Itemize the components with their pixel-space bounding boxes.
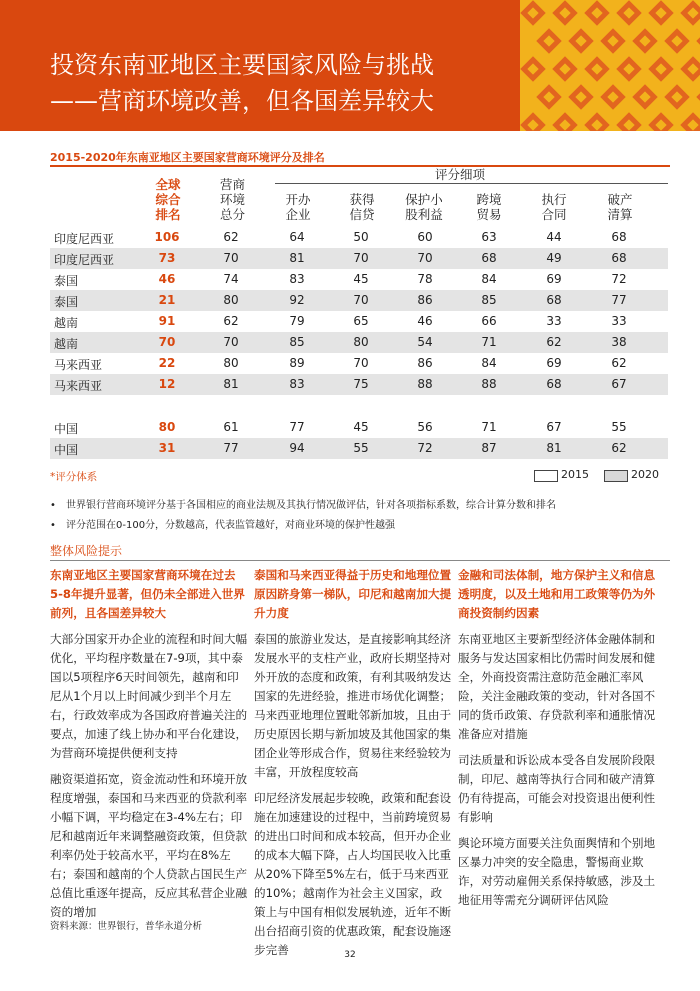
legend-swatch-2015 (534, 470, 558, 482)
row-val-protect-investors: 86 (417, 356, 433, 370)
text-column-2 (254, 566, 452, 967)
row-val-protect-investors: 72 (417, 441, 433, 455)
row-total: 80 (223, 293, 239, 307)
header-start-business (276, 192, 320, 222)
row-val-trading: 68 (481, 251, 497, 265)
scoring-system-label: *评分体系 (50, 471, 98, 483)
row-total: 62 (223, 230, 239, 244)
table-row (50, 332, 668, 353)
header-protect-investors-line1: 保护小 (405, 192, 443, 207)
pattern-tile (584, 0, 609, 25)
header-enforcing-contracts-line2: 合同 (541, 207, 567, 222)
note-item (50, 516, 395, 531)
row-val-protect-investors: 70 (417, 251, 433, 265)
row-country: 中国 (54, 443, 79, 457)
header-start-business-line1: 开办 (285, 192, 311, 207)
row-rank: 80 (158, 420, 176, 434)
row-val-contracts: 68 (546, 377, 562, 391)
column-paragraph: 东南亚地区主要新型经济体金融体制和服务与发达国家相比仍需时间发展和健全，外商投资需注意防范金融汇率风险，关注金融政策的变动，针对各国不同的货币政策、存贷款利率和通胀情况准备应对措施 (458, 632, 656, 741)
row-val-trading: 85 (481, 293, 497, 307)
row-val-contracts: 67 (546, 420, 562, 434)
pattern-tile (536, 28, 561, 53)
row-val-start-business: 83 (289, 377, 305, 391)
section-rule (50, 560, 670, 561)
row-country: 马来西亚 (54, 379, 103, 393)
decorative-pattern (520, 0, 700, 131)
note-item (50, 496, 556, 511)
sub-items-rule (275, 183, 668, 184)
row-rank: 31 (158, 441, 176, 455)
row-val-trading: 84 (481, 356, 497, 370)
pattern-tile (520, 56, 545, 81)
row-country: 越南 (54, 316, 79, 330)
header-resolving-insolvency (598, 192, 642, 222)
page-title (50, 47, 520, 119)
row-total: 70 (223, 251, 239, 265)
pattern-tile (696, 28, 700, 53)
table-row (50, 438, 668, 459)
row-val-start-business: 81 (289, 251, 305, 265)
pattern-tile (600, 28, 625, 53)
row-country: 越南 (54, 337, 79, 351)
row-rank: 106 (154, 230, 180, 244)
bullet-icon: • (50, 520, 56, 531)
row-val-getting-credit: 65 (353, 314, 369, 328)
header-sub-items: 评分细项 (434, 167, 485, 182)
row-val-start-business: 94 (289, 441, 305, 455)
table-row (50, 353, 668, 374)
row-val-insolvency: 77 (611, 293, 627, 307)
column-paragraph: 印尼经济发展起步较晚，政策和配套设施在加速建设的过程中，当前跨境贸易的进出口时间和成本较高，但开办企业的成本大幅下降，占人均国民收入比重从20%下降至5%左右，低于马来西亚的10%；越南作为社会主义国家，政策上与中国有相似发展轨迹，近年不断出台招商引资的优惠政策，配套设施逐步完善 (254, 791, 452, 957)
row-country: 泰国 (54, 295, 79, 309)
pattern-tile (552, 0, 577, 25)
row-rank: 22 (158, 356, 176, 370)
legend-swatch-2020 (604, 470, 628, 482)
header-protect-investors-line2: 股利益 (405, 207, 443, 222)
row-val-contracts: 68 (546, 293, 562, 307)
row-country: 印度尼西亚 (54, 253, 115, 267)
row-val-start-business: 64 (289, 230, 305, 244)
row-rank: 91 (158, 314, 176, 328)
row-val-protect-investors: 56 (417, 420, 433, 434)
row-val-getting-credit: 75 (353, 377, 369, 391)
row-country: 印度尼西亚 (54, 232, 115, 246)
row-total: 61 (223, 420, 239, 434)
row-total: 77 (223, 441, 239, 455)
header-getting-credit-line1: 获得 (349, 192, 375, 207)
pattern-tile (568, 28, 593, 53)
table-title: 2015-2020年东南亚地区主要国家营商环境评分及排名 (50, 151, 325, 164)
row-val-trading: 63 (481, 230, 497, 244)
column-paragraph: 融资渠道拓宽，资金流动性和环境开放程度增强，泰国和马来西亚的贷款利率小幅下调，平均稳定在3-4%左右；印尼和越南近年来调整融资政策，但贷款利率仍处于较高水平，平均在8%左右；泰国和越南的个人贷款占国民生产总值比重逐年提高，反应其私营企业融资的增加 (50, 772, 248, 919)
header-trading-across-borders-line1: 跨境 (476, 192, 502, 207)
row-val-protect-investors: 54 (417, 335, 433, 349)
header-enforcing-contracts-line1: 执行 (541, 192, 567, 207)
row-val-getting-credit: 45 (353, 272, 369, 286)
column-paragraph: 泰国的旅游业发达，是直接影响其经济发展水平的支柱产业，政府长期坚持对外开放的态度和政策，有利其吸纳发达国家的先进经验，推进市场优化调整；马来西亚地理位置毗邻新加坡，且由于历史原因长期与新加坡及其他国家的集团企业等形成合作，贸易往来经验较为丰富，开放程度较高 (254, 632, 452, 779)
note-text: 世界银行营商环境评分基于各国相应的商业法规及其执行情况做评估，针对各项指标系数，综合计算分数和排名 (66, 500, 556, 511)
row-rank: 12 (158, 377, 176, 391)
header-trading-across-borders-line2: 贸易 (476, 207, 502, 222)
section-title: 整体风险提示 (50, 544, 123, 558)
pattern-tile (648, 0, 673, 25)
header-resolving-insolvency-line2: 清算 (607, 207, 633, 222)
pattern-tile (616, 56, 641, 81)
row-rank: 46 (158, 272, 176, 286)
header-total-score-line3: 总分 (219, 207, 245, 222)
row-val-trading: 87 (481, 441, 497, 455)
row-val-insolvency: 68 (611, 230, 627, 244)
row-val-start-business: 77 (289, 420, 305, 434)
column-title: 东南亚地区主要国家营商环境在过去5-8年提升显著，但仍未全部进入世界前列，且各国差异较大 (50, 568, 245, 620)
header-total-score (210, 177, 255, 222)
row-val-protect-investors: 60 (417, 230, 433, 244)
pattern-tile (680, 112, 700, 131)
row-val-insolvency: 62 (611, 356, 627, 370)
row-val-contracts: 62 (546, 335, 562, 349)
pattern-tile (520, 0, 545, 25)
column-paragraph: 司法质量和诉讼成本受各自发展阶段限制，印尼、越南等执行合同和破产清算仍有待提高，可能会对投资退出便利性有影响 (458, 753, 656, 824)
table-row (50, 269, 668, 290)
row-val-getting-credit: 70 (353, 251, 369, 265)
row-val-contracts: 81 (546, 441, 562, 455)
row-val-getting-credit: 50 (353, 230, 369, 244)
pattern-tile (616, 112, 641, 131)
row-total: 70 (223, 335, 239, 349)
header-resolving-insolvency-line1: 破产 (607, 192, 633, 207)
row-val-insolvency: 55 (611, 420, 627, 434)
pattern-tile (552, 56, 577, 81)
row-val-insolvency: 38 (611, 335, 627, 349)
row-val-insolvency: 67 (611, 377, 627, 391)
header-getting-credit (340, 192, 384, 222)
header-global-rank-line2: 综合 (155, 192, 181, 207)
source-note: 资料来源：世界银行，普华永道分析 (50, 921, 203, 932)
legend-label-2020: 2020 (631, 468, 659, 481)
header-total-score-line2: 环境 (219, 192, 245, 207)
row-val-contracts: 49 (546, 251, 562, 265)
row-val-contracts: 33 (546, 314, 562, 328)
row-val-protect-investors: 88 (417, 377, 433, 391)
row-val-insolvency: 33 (611, 314, 627, 328)
header-global-rank-line1: 全球 (155, 177, 181, 192)
row-val-trading: 71 (481, 335, 497, 349)
row-val-start-business: 89 (289, 356, 305, 370)
row-country: 马来西亚 (54, 358, 103, 372)
column-paragraph: 舆论环境方面要关注负面舆情和个别地区暴力冲突的安全隐患，警惕商业欺诈，对劳动雇佣关系保持敏感，涉及土地征用等需充分调研评估风险 (458, 836, 656, 907)
row-val-protect-investors: 46 (417, 314, 433, 328)
row-total: 62 (223, 314, 239, 328)
row-rank: 70 (158, 335, 176, 349)
row-val-getting-credit: 55 (353, 441, 369, 455)
header-total-score-line1: 营商 (219, 177, 245, 192)
pattern-tile (584, 56, 609, 81)
row-val-start-business: 92 (289, 293, 305, 307)
row-total: 80 (223, 356, 239, 370)
row-val-protect-investors: 86 (417, 293, 433, 307)
pattern-tile (584, 112, 609, 131)
row-val-trading: 84 (481, 272, 497, 286)
table-row (50, 227, 668, 248)
table-row (50, 374, 668, 395)
column-paragraph: 大部分国家开办企业的流程和时间大幅优化，平均程序数量在7-9项，其中泰国以5项程序6天时间领先，越南和印尼从1个月以上时间减少到半个月左右，行政效率成为各国政府普遍关注的要点，加速了线上协办和平台化建设，为营商环境提供便利支持 (50, 632, 248, 760)
pattern-tile (632, 84, 657, 109)
text-column-3 (458, 566, 656, 917)
row-val-contracts: 44 (546, 230, 562, 244)
pattern-tile (648, 112, 673, 131)
row-val-getting-credit: 80 (353, 335, 369, 349)
bullet-icon: • (50, 500, 56, 511)
row-val-trading: 66 (481, 314, 497, 328)
pattern-tile (648, 56, 673, 81)
text-column-1 (50, 566, 248, 929)
row-val-start-business: 85 (289, 335, 305, 349)
row-val-insolvency: 72 (611, 272, 627, 286)
table-row (50, 248, 668, 269)
header-trading-across-borders (467, 192, 511, 222)
pattern-tile (616, 0, 641, 25)
table-row (50, 417, 668, 438)
pattern-tile (520, 112, 545, 131)
page-number: 32 (344, 950, 356, 960)
row-val-start-business: 79 (289, 314, 305, 328)
row-rank: 21 (158, 293, 176, 307)
row-rank: 73 (158, 251, 176, 265)
pattern-tile (696, 84, 700, 109)
row-val-protect-investors: 78 (417, 272, 433, 286)
row-val-trading: 71 (481, 420, 497, 434)
row-val-insolvency: 68 (611, 251, 627, 265)
page-title-line1: 投资东南亚地区主要国家风险与挑战 (50, 51, 434, 79)
row-val-getting-credit: 70 (353, 293, 369, 307)
pattern-tile (536, 84, 561, 109)
table-top-rule (50, 165, 670, 167)
header-global-rank-line3: 排名 (155, 207, 181, 222)
pattern-tile (664, 84, 689, 109)
row-val-trading: 88 (481, 377, 497, 391)
column-title: 泰国和马来西亚得益于历史和地理位置原因跻身第一梯队，印尼和越南加大提升力度 (254, 568, 452, 620)
row-val-getting-credit: 70 (353, 356, 369, 370)
header-getting-credit-line2: 信贷 (349, 207, 375, 222)
pattern-tile (680, 0, 700, 25)
table-row (50, 311, 668, 332)
row-val-getting-credit: 45 (353, 420, 369, 434)
pattern-tile (680, 56, 700, 81)
pattern-tile (600, 84, 625, 109)
pattern-tile (552, 112, 577, 131)
row-val-contracts: 69 (546, 356, 562, 370)
header-start-business-line2: 企业 (285, 207, 311, 222)
row-total: 81 (223, 377, 239, 391)
column-title: 金融和司法体制，地方保护主义和信息透明度，以及土地和用工政策等仍为外商投资制约因素 (458, 568, 656, 620)
row-val-start-business: 83 (289, 272, 305, 286)
pattern-tile (664, 28, 689, 53)
pattern-tile (568, 84, 593, 109)
header-protect-investors (397, 192, 451, 222)
header-enforcing-contracts (532, 192, 576, 222)
note-text: 评分范围在0-100分，分数越高，代表监管越好，对商业环境的保护性越强 (66, 520, 396, 531)
page-title-line2: ——营商环境改善，但各国差异较大 (50, 87, 434, 115)
row-country: 泰国 (54, 274, 79, 288)
header-banner (0, 0, 700, 131)
pattern-tile (632, 28, 657, 53)
row-country: 中国 (54, 422, 79, 436)
row-total: 74 (223, 272, 239, 286)
legend-label-2015: 2015 (561, 468, 589, 481)
row-val-contracts: 69 (546, 272, 562, 286)
row-val-insolvency: 62 (611, 441, 627, 455)
table-row (50, 290, 668, 311)
header-global-rank (148, 177, 188, 222)
